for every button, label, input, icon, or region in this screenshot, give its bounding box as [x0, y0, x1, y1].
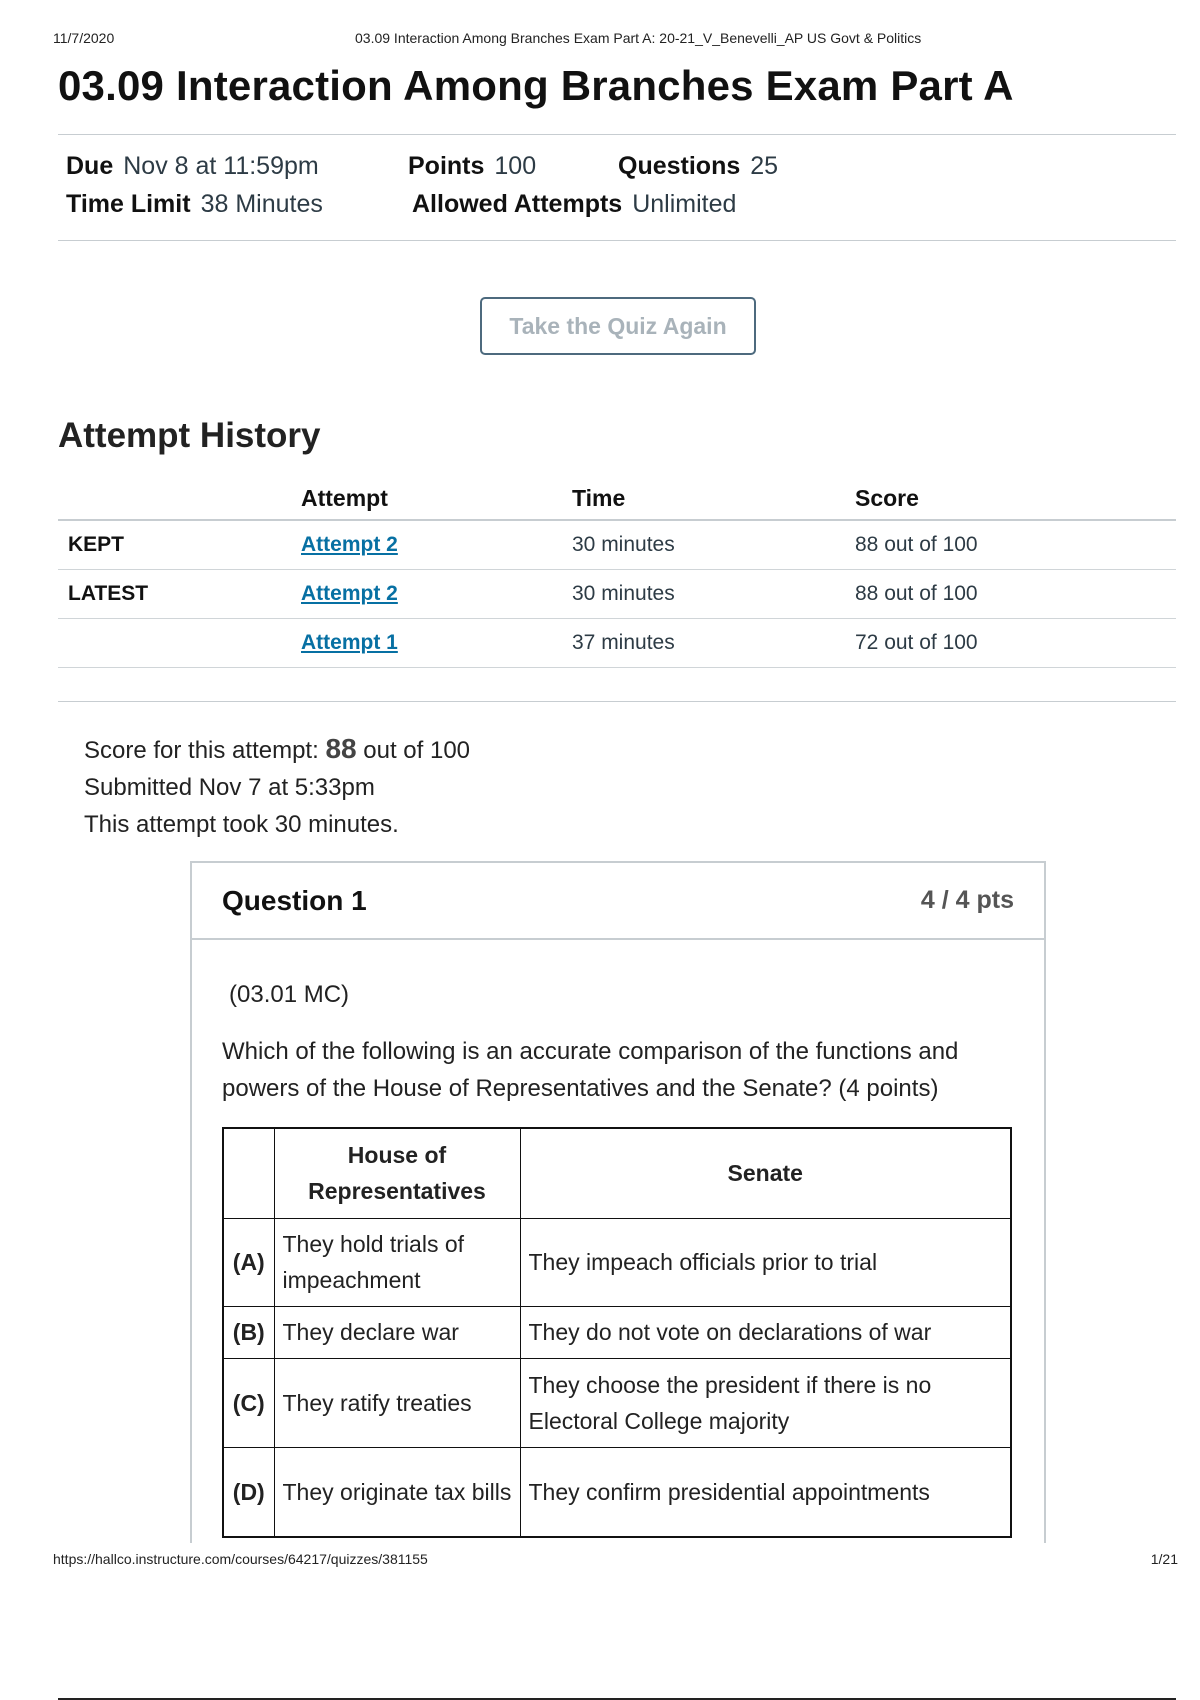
table-header-row: [58, 478, 1176, 520]
attempt-tag: [58, 618, 301, 667]
table-row: [58, 618, 1176, 667]
choice-label: (B): [223, 1306, 274, 1358]
submitted-line: Submitted Nov 7 at 5:33pm: [84, 774, 375, 801]
attempt-time: 30 minutes: [572, 569, 855, 618]
choice-house: They declare war: [274, 1306, 520, 1358]
choice-label: (C): [223, 1358, 274, 1447]
choice-senate: They do not vote on declarations of war: [520, 1306, 1011, 1358]
choice-house: They hold trials of impeachment: [274, 1218, 520, 1306]
due-label: Due: [66, 152, 114, 180]
choices-header-row: [223, 1128, 1011, 1218]
allowed-attempts-label: Allowed Attempts: [412, 190, 623, 218]
questions-label: Questions: [618, 152, 741, 180]
choice-row: [223, 1447, 1011, 1537]
table-row: [58, 569, 1176, 618]
allowed-attempts-value: Unlimited: [632, 190, 737, 218]
question-title: Question 1: [222, 884, 367, 916]
question-text: Which of the following is an accurate comparison of the functions and powers of the House of Representatives and the Senate? (4 points): [222, 1038, 959, 1102]
print-url: https://hallco.instructure.com/courses/64217/quizzes/381155: [53, 1551, 428, 1567]
attempt-score: 72 out of 100: [855, 618, 1176, 667]
attempt-link[interactable]: Attempt 1: [301, 630, 398, 654]
choice-senate: They choose the president if there is no Electoral College majority: [520, 1358, 1011, 1447]
question-code: (03.01 MC): [229, 981, 350, 1008]
choice-row: [223, 1306, 1011, 1358]
take-quiz-again-button[interactable]: Take the Quiz Again: [480, 297, 756, 355]
choice-house: They originate tax bills: [274, 1447, 520, 1537]
column-header: [58, 478, 301, 520]
print-date: 11/7/2020: [53, 30, 115, 46]
due-info: [66, 152, 319, 181]
attempt-score: 88 out of 100: [855, 569, 1176, 618]
choice-row: [223, 1218, 1011, 1306]
attempt-summary: [84, 730, 470, 843]
answer-choices-table: [222, 1127, 1012, 1538]
score-suffix: out of 100: [363, 737, 471, 764]
print-header: [53, 30, 1143, 50]
points-info: [408, 152, 536, 181]
score-value: 88: [325, 733, 357, 764]
divider: [58, 240, 1176, 241]
print-doc-title: 03.09 Interaction Among Branches Exam Part A: 20-21_V_Benevelli_AP US Govt & Politics: [355, 30, 922, 46]
attempt-tag: LATEST: [58, 569, 301, 618]
attempt-time: 30 minutes: [572, 520, 855, 569]
attempt-time: 37 minutes: [572, 618, 855, 667]
question-header: [192, 863, 1044, 940]
attempt-score: 88 out of 100: [855, 520, 1176, 569]
choice-label: (A): [223, 1218, 274, 1306]
choice-row: [223, 1358, 1011, 1447]
attempt-score-line: [84, 730, 470, 769]
question-card: [190, 861, 1046, 1543]
points-label: Points: [408, 152, 485, 180]
questions-value: 25: [750, 152, 779, 180]
attempt-tag: KEPT: [58, 520, 301, 569]
choice-house: They ratify treaties: [274, 1358, 520, 1447]
choice-senate: They confirm presidential appointments: [520, 1447, 1011, 1537]
house-header: House of Representatives: [274, 1128, 520, 1218]
choice-label: (D): [223, 1447, 274, 1537]
page-title: 03.09 Interaction Among Branches Exam Part A: [58, 62, 1014, 109]
attempt-history-table: [58, 478, 1176, 668]
column-header-attempt: Attempt: [301, 478, 572, 520]
print-page-number: 1/21: [1150, 1551, 1178, 1567]
print-footer: [53, 1551, 1178, 1571]
attempt-history-heading: Attempt History: [58, 416, 321, 455]
score-prefix: Score for this attempt:: [84, 737, 319, 764]
column-header-time: Time: [572, 478, 855, 520]
questions-info: [618, 152, 778, 181]
column-header-score: Score: [855, 478, 1176, 520]
table-row: [58, 520, 1176, 569]
choice-senate: They impeach officials prior to trial: [520, 1218, 1011, 1306]
divider: [58, 701, 1176, 702]
time-limit-label: Time Limit: [66, 190, 191, 218]
time-limit-value: 38 Minutes: [200, 190, 323, 218]
duration-line: This attempt took 30 minutes.: [84, 811, 399, 838]
points-value: 100: [494, 152, 537, 180]
senate-header: Senate: [520, 1128, 1011, 1218]
choice-label-header: [223, 1128, 274, 1218]
question-points: 4 / 4 pts: [920, 886, 1014, 914]
allowed-attempts-info: [412, 190, 736, 219]
time-limit-info: [66, 190, 323, 219]
question-body: [192, 981, 1044, 1538]
due-value: Nov 8 at 11:59pm: [123, 152, 319, 180]
attempt-link[interactable]: Attempt 2: [301, 581, 398, 605]
attempt-link[interactable]: Attempt 2: [301, 532, 398, 556]
divider: [58, 134, 1176, 135]
